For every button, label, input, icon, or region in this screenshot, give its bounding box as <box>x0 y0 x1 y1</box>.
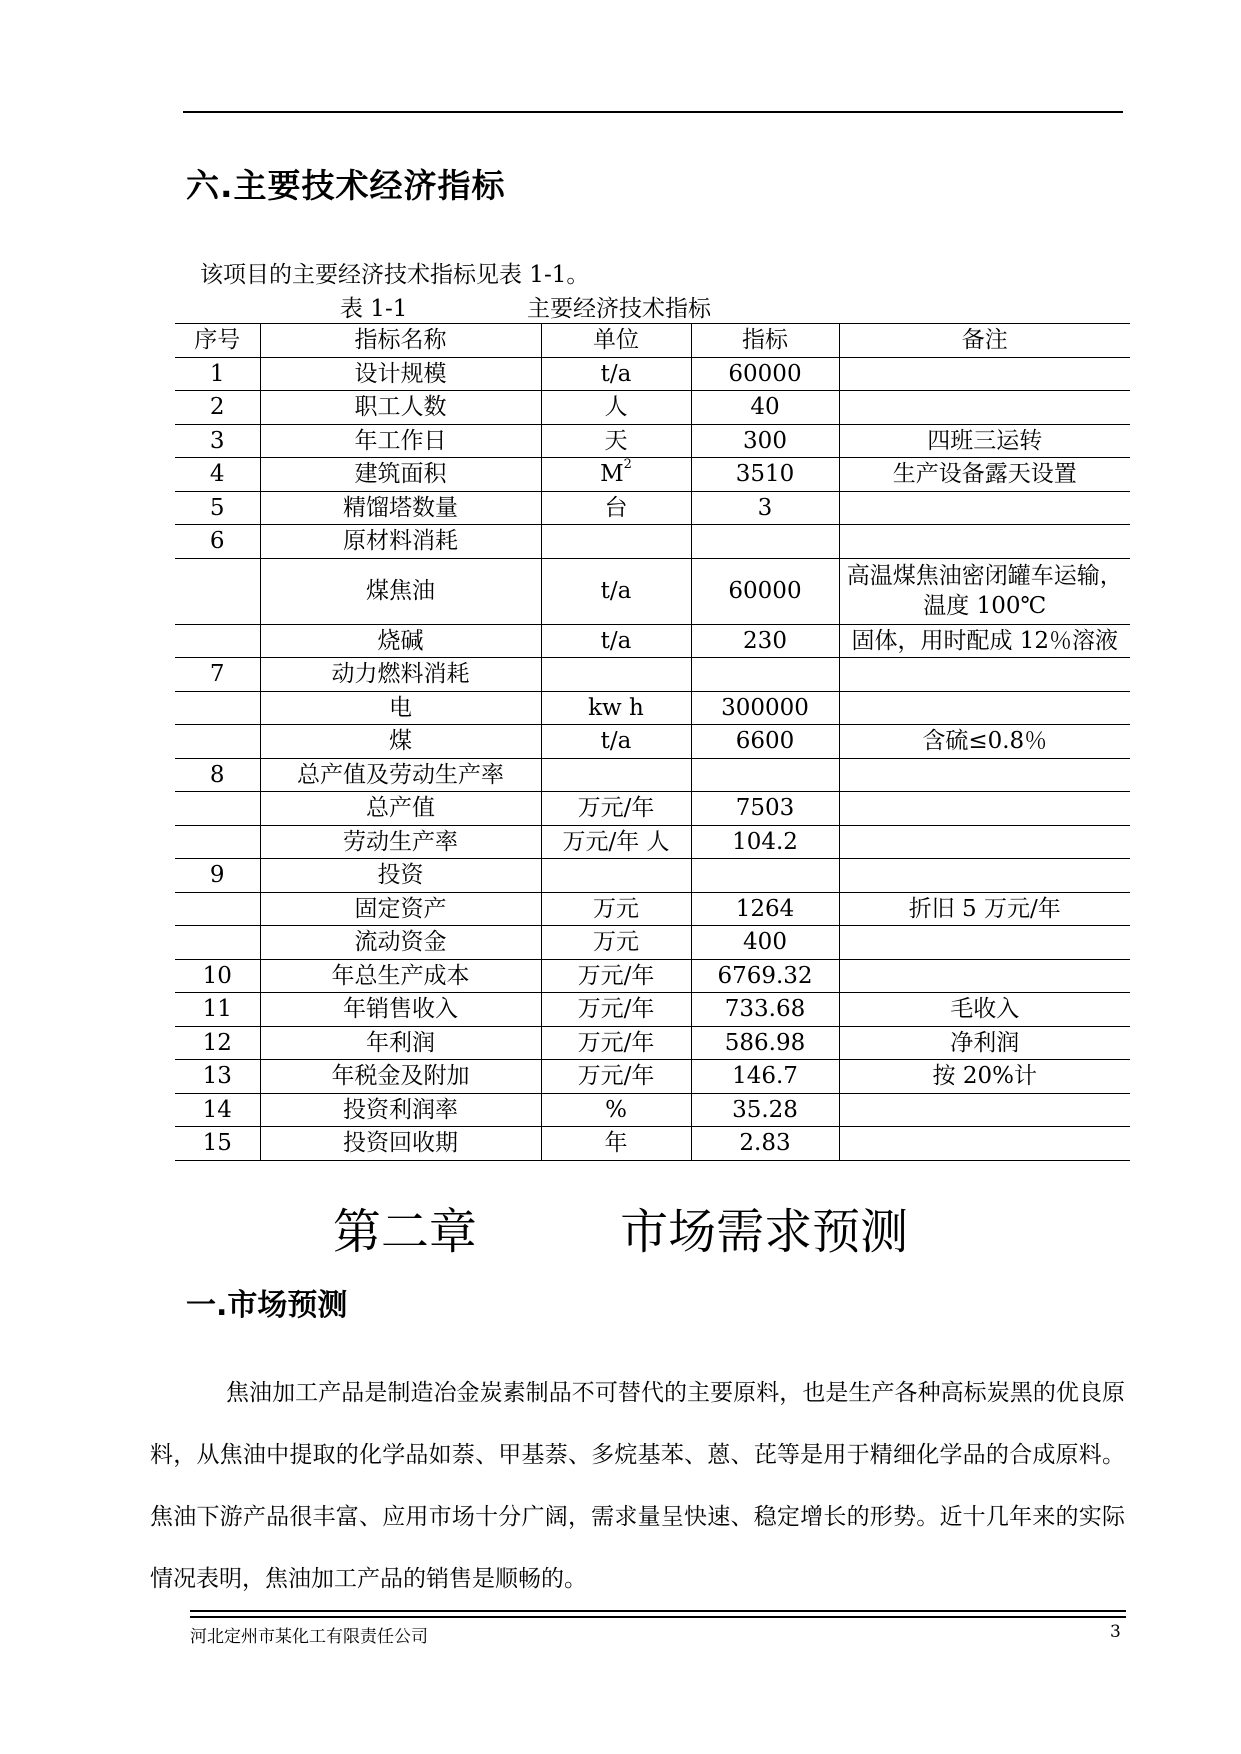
table-cell <box>260 391 541 425</box>
table-cell <box>839 624 1130 658</box>
table-cell <box>175 1127 260 1161</box>
table-cell-text: t/a <box>600 627 632 654</box>
table-cell <box>839 725 1130 759</box>
table-cell-text: 年总生产成本 <box>331 962 470 989</box>
table-cell <box>839 558 1130 624</box>
table-cell-text: t/a <box>600 728 632 755</box>
table-cell-text: 投资 <box>377 862 424 889</box>
table-cell-text: kw h <box>588 694 644 721</box>
subsection-title: 一.市场预测 <box>186 1288 348 1323</box>
table-cell <box>175 525 260 559</box>
table-caption-title: 主要经济技术指标 <box>527 296 711 322</box>
table-cell-text: 300 <box>743 427 787 454</box>
table-cell <box>691 525 839 559</box>
intro-text: 该项目的主要经济技术指标见表 1-1。 <box>200 262 590 288</box>
table-cell <box>260 558 541 624</box>
table-cell <box>839 758 1130 792</box>
table-cell <box>260 725 541 759</box>
table-row <box>175 1026 1130 1060</box>
table-cell-text: 固体，用时配成 12％溶液 <box>851 627 1119 654</box>
table-cell-text: 流动资金 <box>354 929 447 956</box>
table-cell <box>691 1026 839 1060</box>
table-cell <box>691 825 839 859</box>
table-cell <box>839 993 1130 1027</box>
table-cell <box>839 357 1130 391</box>
chapter-title: 第二章 市场需求预测 <box>332 1204 909 1260</box>
table-cell <box>691 725 839 759</box>
table-cell <box>839 391 1130 425</box>
table-cell <box>175 691 260 725</box>
table-cell <box>691 558 839 624</box>
header-cell: 备注 <box>839 324 1130 358</box>
table-cell-text: 四班三运转 <box>927 427 1043 454</box>
table-cell <box>260 691 541 725</box>
table-cell-text: 146.7 <box>732 1063 798 1090</box>
body-paragraph: 焦油加工产品是制造冶金炭素制品不可替代的主要原料，也是生产各种高标炭黑的优良原料，从焦油中提取的化学品如萘、甲基萘、多烷基苯、蒽、芘等是用于精细化学品的合成原料。焦油下游产品很丰富、应用市场十分广阔，需求量呈快速、稳定增长的形势。近十几年来的实际情况表明，焦油加工产品的销售是顺畅的。 <box>150 1380 1125 1592</box>
table-cell-text: 万元/年 <box>577 1029 655 1056</box>
table-cell <box>691 458 839 492</box>
table-cell <box>691 624 839 658</box>
table-cell <box>839 458 1130 492</box>
table-cell <box>175 357 260 391</box>
table-cell <box>541 792 691 826</box>
table-cell <box>260 993 541 1027</box>
table-cell <box>260 525 541 559</box>
header-cell: 指标名称 <box>260 324 541 358</box>
table-cell-text: t/a <box>600 360 632 387</box>
table-cell-text: 按 20%计 <box>932 1063 1037 1090</box>
table-cell <box>839 691 1130 725</box>
table-cell <box>541 357 691 391</box>
table-cell <box>541 491 691 525</box>
table-cell-text: 投资回收期 <box>343 1130 458 1157</box>
table-cell-text: 60000 <box>728 360 802 387</box>
table-cell-text: 总产值及劳动生产率 <box>297 761 504 788</box>
table-cell-text: 劳动生产率 <box>343 828 458 855</box>
table-cell <box>175 792 260 826</box>
table-cell <box>260 892 541 926</box>
table-cell <box>175 424 260 458</box>
table-cell-text: 11 <box>202 996 232 1023</box>
table-cell <box>541 1026 691 1060</box>
table-cell <box>175 825 260 859</box>
table-body <box>175 357 1130 1160</box>
table-cell <box>691 758 839 792</box>
table-cell <box>839 1026 1130 1060</box>
table-cell-text: 建筑面积 <box>354 461 447 488</box>
table-cell-text: 动力燃料消耗 <box>331 661 470 688</box>
table-cell <box>541 525 691 559</box>
table-cell-text: 万元/年 <box>577 962 655 989</box>
table-row <box>175 892 1130 926</box>
table-cell <box>175 725 260 759</box>
table-cell-text: 毛收入 <box>950 996 1020 1023</box>
table-cell-text: 烧碱 <box>377 627 424 654</box>
table-row <box>175 525 1130 559</box>
table-cell <box>175 491 260 525</box>
table-cell <box>260 758 541 792</box>
table-cell <box>260 1026 541 1060</box>
table-cell-text: 6769.32 <box>717 962 813 989</box>
table-cell-text: 万元 <box>593 929 639 956</box>
table-cell <box>260 959 541 993</box>
table-cell <box>175 458 260 492</box>
table-cell <box>541 825 691 859</box>
table-cell <box>175 391 260 425</box>
table-cell-text: 年税金及附加 <box>331 1063 470 1090</box>
table-cell-text: 年销售收入 <box>343 996 458 1023</box>
header-cell: 单位 <box>541 324 691 358</box>
table-cell-text: 固定资产 <box>354 895 447 922</box>
table-row <box>175 758 1130 792</box>
table-cell-text: 总产值 <box>366 795 435 822</box>
table-cell <box>175 1026 260 1060</box>
table-cell-text: 40 <box>750 394 780 421</box>
table-cell <box>839 491 1130 525</box>
indicators-table <box>175 323 1130 1161</box>
footer-rule <box>190 1610 1126 1612</box>
table-row <box>175 959 1130 993</box>
table-cell <box>541 391 691 425</box>
table-cell <box>260 926 541 960</box>
table-cell <box>691 959 839 993</box>
table-cell-text: 人 <box>604 394 628 421</box>
table-cell-text: 104.2 <box>732 828 798 855</box>
table-cell <box>839 859 1130 893</box>
table-cell-text: 35.28 <box>732 1096 798 1123</box>
table-cell-text: 电 <box>389 694 412 721</box>
table-row <box>175 1093 1130 1127</box>
table-cell <box>541 892 691 926</box>
table-cell-text: 3 <box>209 427 225 454</box>
table-cell-text: 生产设备露天设置 <box>892 461 1077 488</box>
table-cell <box>175 926 260 960</box>
table-row <box>175 424 1130 458</box>
table-cell-text: 折旧 5 万元/年 <box>908 895 1061 922</box>
table-cell-text: 净利润 <box>950 1029 1020 1056</box>
table-cell <box>175 624 260 658</box>
table-cell <box>691 424 839 458</box>
table-cell <box>541 1093 691 1127</box>
table-cell <box>541 993 691 1027</box>
table-cell-text: 9 <box>209 862 225 889</box>
table-cell <box>260 1060 541 1094</box>
table-cell <box>839 959 1130 993</box>
table-cell-text: M <box>600 461 624 488</box>
table-row <box>175 859 1130 893</box>
table-cell <box>541 758 691 792</box>
table-cell <box>175 859 260 893</box>
table-cell <box>175 758 260 792</box>
table-cell-text: 10 <box>202 962 232 989</box>
table-cell-text: 设计规模 <box>354 360 447 387</box>
table-cell <box>691 792 839 826</box>
table-cell <box>260 424 541 458</box>
table-row <box>175 926 1130 960</box>
table-row <box>175 624 1130 658</box>
table-cell-text: 6600 <box>735 728 795 755</box>
table-cell <box>691 1060 839 1094</box>
table-row <box>175 558 1130 624</box>
table-cell-text: 400 <box>743 929 787 956</box>
table-cell-text: 投资利润率 <box>343 1096 458 1123</box>
table-cell-text: 煤焦油 <box>366 578 435 604</box>
table-cell <box>260 624 541 658</box>
table-cell <box>541 959 691 993</box>
table-row <box>175 658 1130 692</box>
table-cell <box>839 1093 1130 1127</box>
table-cell <box>839 658 1130 692</box>
table-cell <box>541 1060 691 1094</box>
unit-superscript: 2 <box>623 457 632 473</box>
table-cell <box>260 792 541 826</box>
table-cell <box>541 624 691 658</box>
table-cell <box>260 658 541 692</box>
table-cell-text: 14 <box>202 1096 232 1123</box>
table-cell <box>839 792 1130 826</box>
table-cell <box>839 1127 1130 1161</box>
table-cell <box>541 725 691 759</box>
table-cell-text: 万元 <box>593 895 639 922</box>
table-cell-text: 万元/年 <box>577 996 655 1023</box>
table-cell <box>691 491 839 525</box>
footer-rule <box>190 1616 1126 1618</box>
table-cell-text: 300000 <box>721 694 809 721</box>
footer-company: 河北定州市某化工有限责任公司 <box>190 1627 428 1647</box>
table-cell-text: 万元/年 <box>577 795 655 822</box>
table-row <box>175 825 1130 859</box>
table-cell <box>691 1093 839 1127</box>
table-cell <box>839 525 1130 559</box>
table-cell-text: 4 <box>209 461 225 488</box>
table-cell-text: 1 <box>209 360 225 387</box>
table-cell <box>691 357 839 391</box>
footer-page-number: 3 <box>1110 1622 1121 1642</box>
table-cell-text: % <box>605 1096 627 1123</box>
table-cell <box>260 491 541 525</box>
table-cell-text: 高温煤焦油密闭罐车运输，温度 100℃ <box>846 563 1123 619</box>
table-cell <box>260 357 541 391</box>
table-cell-text: 8 <box>209 761 225 788</box>
table-cell <box>541 424 691 458</box>
header-cell: 序号 <box>175 324 260 358</box>
table-cell <box>175 1060 260 1094</box>
table-cell-text: 精馏塔数量 <box>343 494 458 521</box>
table-row <box>175 357 1130 391</box>
table-cell-text: 60000 <box>728 578 802 604</box>
table-cell <box>260 1093 541 1127</box>
table-cell-text: 12 <box>202 1029 232 1056</box>
table-cell-text: 2 <box>209 394 225 421</box>
table-cell <box>839 892 1130 926</box>
table-cell <box>541 859 691 893</box>
header-rule <box>183 111 1123 113</box>
table-cell <box>839 424 1130 458</box>
table-row <box>175 1060 1130 1094</box>
table-cell-text: 职工人数 <box>354 394 447 421</box>
table-cell <box>541 691 691 725</box>
table-cell <box>691 993 839 1027</box>
table-cell-text: 3 <box>757 494 773 521</box>
table-row <box>175 491 1130 525</box>
section-title: 六.主要技术经济指标 <box>186 166 506 205</box>
table-cell-text: 2.83 <box>739 1130 791 1157</box>
table-cell <box>691 1127 839 1161</box>
table-cell-text: 7503 <box>735 795 795 822</box>
table-cell <box>260 825 541 859</box>
table-cell-text: 3510 <box>735 461 795 488</box>
table-cell-text: 年工作日 <box>354 427 447 454</box>
table-cell-text: 6 <box>209 528 225 555</box>
table-cell <box>260 1127 541 1161</box>
table-cell <box>541 558 691 624</box>
table-cell-text: 13 <box>202 1063 232 1090</box>
table-cell-text: 天 <box>604 427 628 454</box>
table-cell-text: 万元/年 <box>577 1063 655 1090</box>
table-row <box>175 1127 1130 1161</box>
table-cell <box>175 558 260 624</box>
table-cell-text: 台 <box>604 494 628 521</box>
table-cell-text: 5 <box>209 494 225 521</box>
table-cell <box>691 691 839 725</box>
table-cell-text: 原材料消耗 <box>343 528 458 555</box>
table-caption-number: 表 1-1 <box>340 296 408 322</box>
table-row <box>175 725 1130 759</box>
table-cell <box>175 658 260 692</box>
table-cell <box>691 926 839 960</box>
table-cell <box>541 458 691 492</box>
table-cell <box>691 859 839 893</box>
table-header-row <box>175 324 1130 358</box>
table-cell <box>541 658 691 692</box>
table-cell-text: 7 <box>209 661 225 688</box>
table-cell-text: 年 <box>604 1130 628 1157</box>
table-cell-text: 万元/年 人 <box>562 828 670 855</box>
table-cell <box>541 926 691 960</box>
table-row <box>175 391 1130 425</box>
table-cell-text: t/a <box>600 578 632 604</box>
table-row <box>175 691 1130 725</box>
table-cell <box>260 458 541 492</box>
table-row <box>175 792 1130 826</box>
table-cell-text: 含硫≤0.8％ <box>922 728 1048 755</box>
table-cell <box>175 892 260 926</box>
table-row <box>175 993 1130 1027</box>
table-cell <box>260 859 541 893</box>
table-cell-text: 煤 <box>389 728 412 755</box>
table-cell <box>175 959 260 993</box>
table-cell-text: 1264 <box>735 895 795 922</box>
table-cell-text: 733.68 <box>724 996 806 1023</box>
table-cell <box>541 1127 691 1161</box>
table-cell <box>839 825 1130 859</box>
table-cell-text: 年利润 <box>366 1029 435 1056</box>
table-cell <box>691 658 839 692</box>
table-cell <box>691 391 839 425</box>
table-cell-text: 15 <box>202 1130 232 1157</box>
table-cell <box>839 926 1130 960</box>
table-cell <box>175 993 260 1027</box>
table-row <box>175 458 1130 492</box>
table-cell-text: 230 <box>743 627 787 654</box>
table-cell <box>691 892 839 926</box>
table-cell <box>839 1060 1130 1094</box>
header-cell: 指标 <box>691 324 839 358</box>
table-cell-text: 586.98 <box>724 1029 806 1056</box>
table-cell <box>175 1093 260 1127</box>
